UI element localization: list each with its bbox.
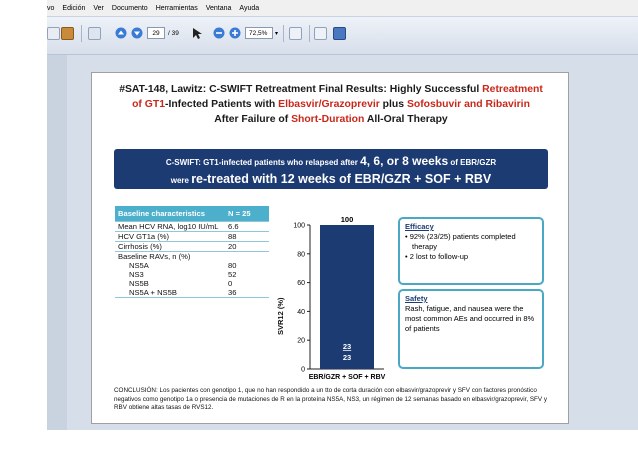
bar-fraction-numerator: 23 — [342, 342, 352, 351]
bar-fraction-denominator: 23 — [342, 353, 352, 362]
toolbar — [47, 16, 638, 55]
safety-heading: Safety — [405, 294, 428, 303]
conclusion-text: CONCLUSIÓN: Los pacientes con genotipo 1, que no han respondido a un tto de corta duración con elbasvir/grazoprevir y SFV con factores pronóstico negativos como genotipo 1a o presencia de mutaciones de R en la proteína NS5A, NS3, un régimen de 12 semanas basado en elbasvir/grazoprevir, SFV y RBV obtiene altas tasas de RVS12. — [114, 387, 547, 411]
y-tick-label: 80 — [297, 251, 305, 259]
menu-item-ver[interactable]: Ver — [93, 4, 104, 12]
zoom-out-icon — [213, 27, 225, 39]
efficacy-bullet: • 2 lost to follow-up — [405, 252, 469, 261]
page-number-input[interactable]: 29 — [147, 27, 165, 39]
menu-item-ayuda[interactable]: Ayuda — [239, 4, 260, 12]
menu-item-ventana[interactable]: Ventana — [205, 4, 232, 12]
menu-bar — [47, 0, 638, 16]
table-row: NS5A + NS5B 36 — [115, 288, 269, 298]
chevron-down-icon[interactable]: ▾ — [275, 30, 279, 37]
table-row: HCV GT1a (%) 88 — [115, 232, 269, 242]
efficacy-box — [398, 217, 544, 285]
zoom-out-button[interactable] — [213, 26, 225, 40]
side-panel-strip[interactable] — [47, 55, 68, 430]
print-icon[interactable] — [47, 26, 60, 40]
y-tick-label: 100 — [293, 222, 305, 230]
pdf-page — [91, 72, 569, 424]
fit-width-button[interactable] — [289, 26, 302, 40]
table-row: Baseline RAVs, n (%) — [118, 252, 191, 261]
table-row: NS5B 0 — [129, 279, 233, 288]
table-row: NS5A 80 — [129, 261, 237, 270]
single-page-button[interactable] — [314, 26, 327, 40]
svr12-chart — [284, 203, 394, 388]
chart-y-axis-label: SVR12 (%) — [276, 297, 285, 335]
x-category-label: EBR/GZR + SOF + RBV — [308, 374, 386, 381]
y-tick-label: 40 — [297, 308, 305, 316]
select-tool-button[interactable] — [191, 26, 205, 40]
full-page-button[interactable] — [333, 26, 346, 40]
safety-text: Rash, fatigue, and nausea were the most common AEs and occurred in 8% of patients — [405, 304, 535, 333]
next-page-button[interactable] — [131, 26, 143, 40]
zoom-in-button[interactable] — [229, 26, 241, 40]
zoom-in-icon — [229, 27, 241, 39]
efficacy-bullet: • 92% (23/25) patients completed therapy — [405, 232, 516, 251]
table-row: NS3 52 — [129, 270, 237, 279]
study-banner: C-SWIFT: GT1-infected patients who relapsed after 4, 6, or 8 weeks of EBR/GZR were re-treated with 12 weeks of EBR/GZR + SOF + RBV — [114, 149, 548, 189]
table-row: Mean HCV RNA, log10 IU/mL 6.6 — [115, 222, 269, 232]
safety-box — [398, 289, 544, 369]
arrow-down-icon — [131, 27, 143, 39]
slide-title: #SAT-148, Lawitz: C-SWIFT Retreatment Final Results: Highly Successful Retreatment of GT1-Infected Patients with Elbasvir/Grazoprevir plus Sofosbuvir and Ribavirin After Failure of Short-Duration All-Oral Therapy — [119, 84, 543, 125]
baseline-table — [115, 206, 269, 298]
cursor-select-icon — [191, 27, 205, 40]
previous-page-button[interactable] — [115, 26, 127, 40]
zoom-level-select[interactable]: 72,5% — [245, 27, 273, 39]
y-tick-label: 20 — [297, 337, 305, 345]
document-icon[interactable] — [88, 26, 101, 40]
menu-item-edicion[interactable]: Edición — [62, 4, 86, 12]
table-header-label: Baseline characteristics — [115, 206, 225, 222]
y-tick-label: 0 — [301, 366, 305, 374]
menu-item-documento[interactable]: Documento — [111, 4, 148, 12]
arrow-up-icon — [115, 27, 127, 39]
efficacy-heading: Efficacy — [405, 222, 434, 231]
y-tick-label: 60 — [297, 280, 305, 288]
bar-value-label: 100 — [340, 215, 354, 224]
table-row: Cirrhosis (%) 20 — [115, 242, 269, 252]
table-header-value: N = 25 — [225, 206, 269, 222]
tools-icon[interactable] — [61, 26, 74, 40]
menu-item-archivo[interactable]: vo — [47, 4, 55, 12]
page-total-label: / 39 — [168, 29, 179, 37]
menu-item-herramientas[interactable]: Herramientas — [155, 4, 198, 12]
bottom-margin — [47, 430, 638, 451]
